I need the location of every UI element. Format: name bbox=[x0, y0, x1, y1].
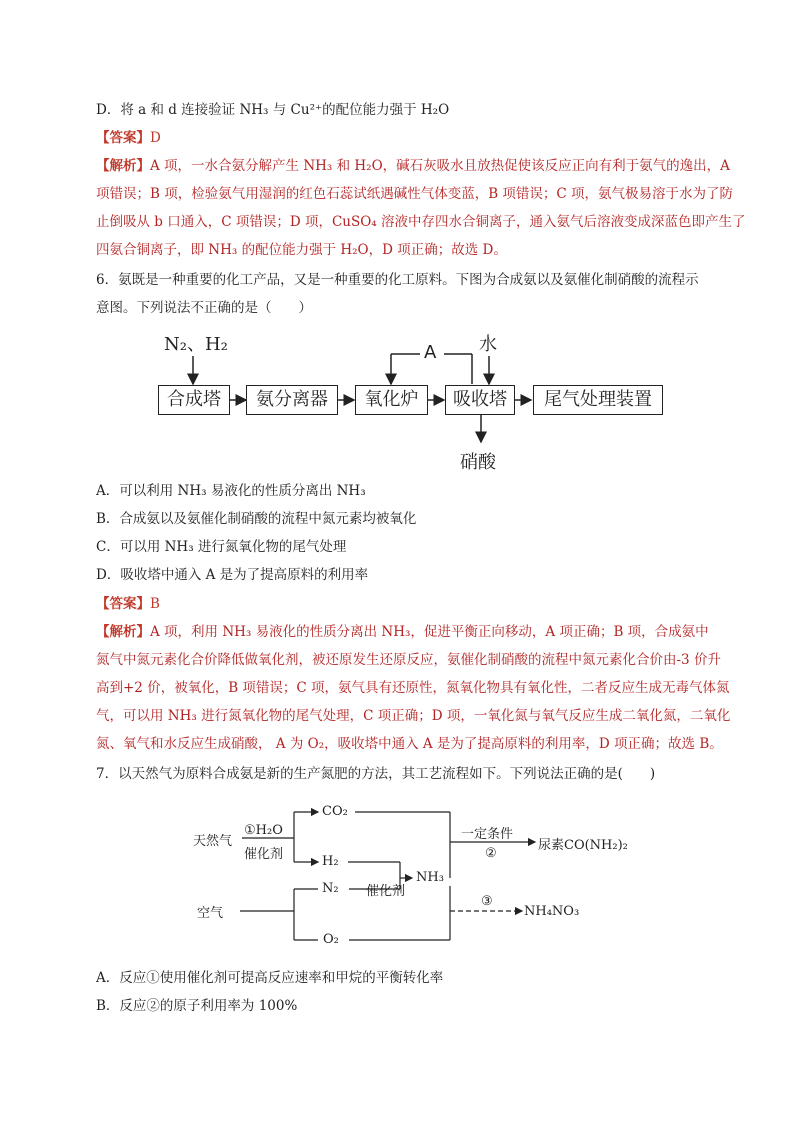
label-urea: 尿素CO(NH₂)₂ bbox=[538, 838, 628, 853]
label-catalyst-1: 催化剂 bbox=[244, 847, 284, 862]
label-step1-water: ①H₂O bbox=[244, 823, 283, 838]
q6-analysis-line-1 bbox=[96, 622, 709, 642]
label-co2: CO₂ bbox=[322, 804, 348, 819]
answer-value: D bbox=[150, 130, 161, 146]
q5-analysis-line-2: 项错误；B 项，检验氨气用湿润的红色石蕊试纸遇碱性气体变蓝，B 项错误；C 项，氨气极易溶于水为了防 bbox=[96, 186, 734, 202]
answer-value: B bbox=[150, 596, 160, 612]
box-synthesis-tower: 合成塔 bbox=[158, 385, 230, 415]
loop-label-a: A bbox=[424, 342, 437, 363]
output-nitric-acid: 硝酸 bbox=[460, 452, 496, 473]
label-air: 空气 bbox=[197, 906, 224, 921]
q7-stem: 7．以天然气为原料合成氨是新的生产氮肥的方法，其工艺流程如下。下列说法正确的是( ) bbox=[96, 766, 656, 782]
analysis-tag: 【解析】 bbox=[96, 624, 150, 640]
box-tail-gas-treatment: 尾气处理装置 bbox=[533, 385, 663, 415]
q6-analysis-line-5: 氮、氧气和水反应生成硝酸， A 为 O₂，吸收塔中通入 A 是为了提高原料的利用率，D 项正确；故选 B。 bbox=[96, 736, 723, 752]
analysis-tag: 【解析】 bbox=[96, 158, 150, 174]
label-h2: H₂ bbox=[322, 854, 339, 869]
label-catalyst-2: 催化剂 bbox=[366, 884, 406, 899]
label-condition: 一定条件 bbox=[461, 827, 514, 842]
q5-option-d: D．将 a 和 d 连接验证 NH₃ 与 Cu²⁺的配位能力强于 H₂O bbox=[96, 102, 450, 118]
box-oxidation-furnace: 氧化炉 bbox=[355, 385, 428, 415]
q6-analysis-line-4: 气，可以用 NH₃ 进行氮氧化物的尾气处理，C 项正确；D 项，一氧化氮与氧气反应生成二氧化氮，二氧化 bbox=[96, 708, 731, 724]
label-n2: N₂ bbox=[322, 881, 339, 896]
label-nh4no3: NH₄NO₃ bbox=[524, 904, 580, 919]
label-nh3: NH₃ bbox=[416, 870, 444, 885]
q6-answer bbox=[96, 594, 160, 614]
q6-stem-2: 意图。下列说法不正确的是（ ） bbox=[96, 300, 312, 316]
q6-analysis-line-3: 高到+2 价，被氧化，B 项错误；C 项，氨气具有还原性，氮氧化物具有氧化性，二者反应生成无毒气体氮 bbox=[96, 680, 730, 696]
q6-option-c: C．可以用 NH₃ 进行氮氧化物的尾气处理 bbox=[96, 539, 347, 555]
q5-analysis-line-4: 四氨合铜离子，即 NH₃ 的配位能力强于 H₂O，D 项正确；故选 D。 bbox=[96, 242, 507, 258]
label-o2: O₂ bbox=[323, 932, 339, 947]
q7-option-a: A．反应①使用催化剂可提高反应速率和甲烷的平衡转化率 bbox=[96, 970, 444, 986]
water-label: 水 bbox=[479, 334, 497, 355]
analysis-text: A 项，利用 NH₃ 易液化的性质分离出 NH₃，促进平衡正向移动，A 项正确；B 项，合成氨中 bbox=[150, 624, 709, 640]
q7-option-b: B．反应②的原子利用率为 100% bbox=[96, 998, 298, 1014]
label-natural-gas: 天然气 bbox=[193, 834, 233, 849]
answer-tag: 【答案】 bbox=[96, 596, 150, 612]
box-absorption-tower: 吸收塔 bbox=[445, 385, 515, 415]
q5-analysis-line-3: 止倒吸从 b 口通入，C 项错误；D 项，CuSO₄ 溶液中存四水合铜离子，通入氨气后溶液变成深蓝色即产生了 bbox=[96, 214, 746, 230]
answer-tag: 【答案】 bbox=[96, 130, 150, 146]
analysis-text: A 项，一水合氨分解产生 NH₃ 和 H₂O，碱石灰吸水且放热促使该反应正向有利于氨气的逸出，A bbox=[150, 158, 730, 174]
q6-option-b: B．合成氨以及氨催化制硝酸的流程中氮元素均被氧化 bbox=[96, 511, 417, 527]
q6-option-a: A．可以利用 NH₃ 易液化的性质分离出 NH₃ bbox=[96, 483, 366, 499]
q6-option-d: D．吸收塔中通入 A 是为了提高原料的利用率 bbox=[96, 567, 369, 583]
box-ammonia-separator: 氨分离器 bbox=[246, 385, 338, 415]
q6-stem-1: 6．氨既是一种重要的化工产品，又是一种重要的化工原料。下图为合成氨以及氨催化制硝酸的流程示 bbox=[96, 272, 699, 288]
label-step3: ③ bbox=[481, 894, 493, 909]
q6-analysis-line-2: 氮气中氮元素化合价降低做氧化剂，被还原发生还原反应，氨催化制硝酸的流程中氮元素化合价由-3 价升 bbox=[96, 652, 721, 668]
input-n2-h2: N₂、H₂ bbox=[164, 334, 228, 355]
label-step2: ② bbox=[485, 846, 497, 861]
